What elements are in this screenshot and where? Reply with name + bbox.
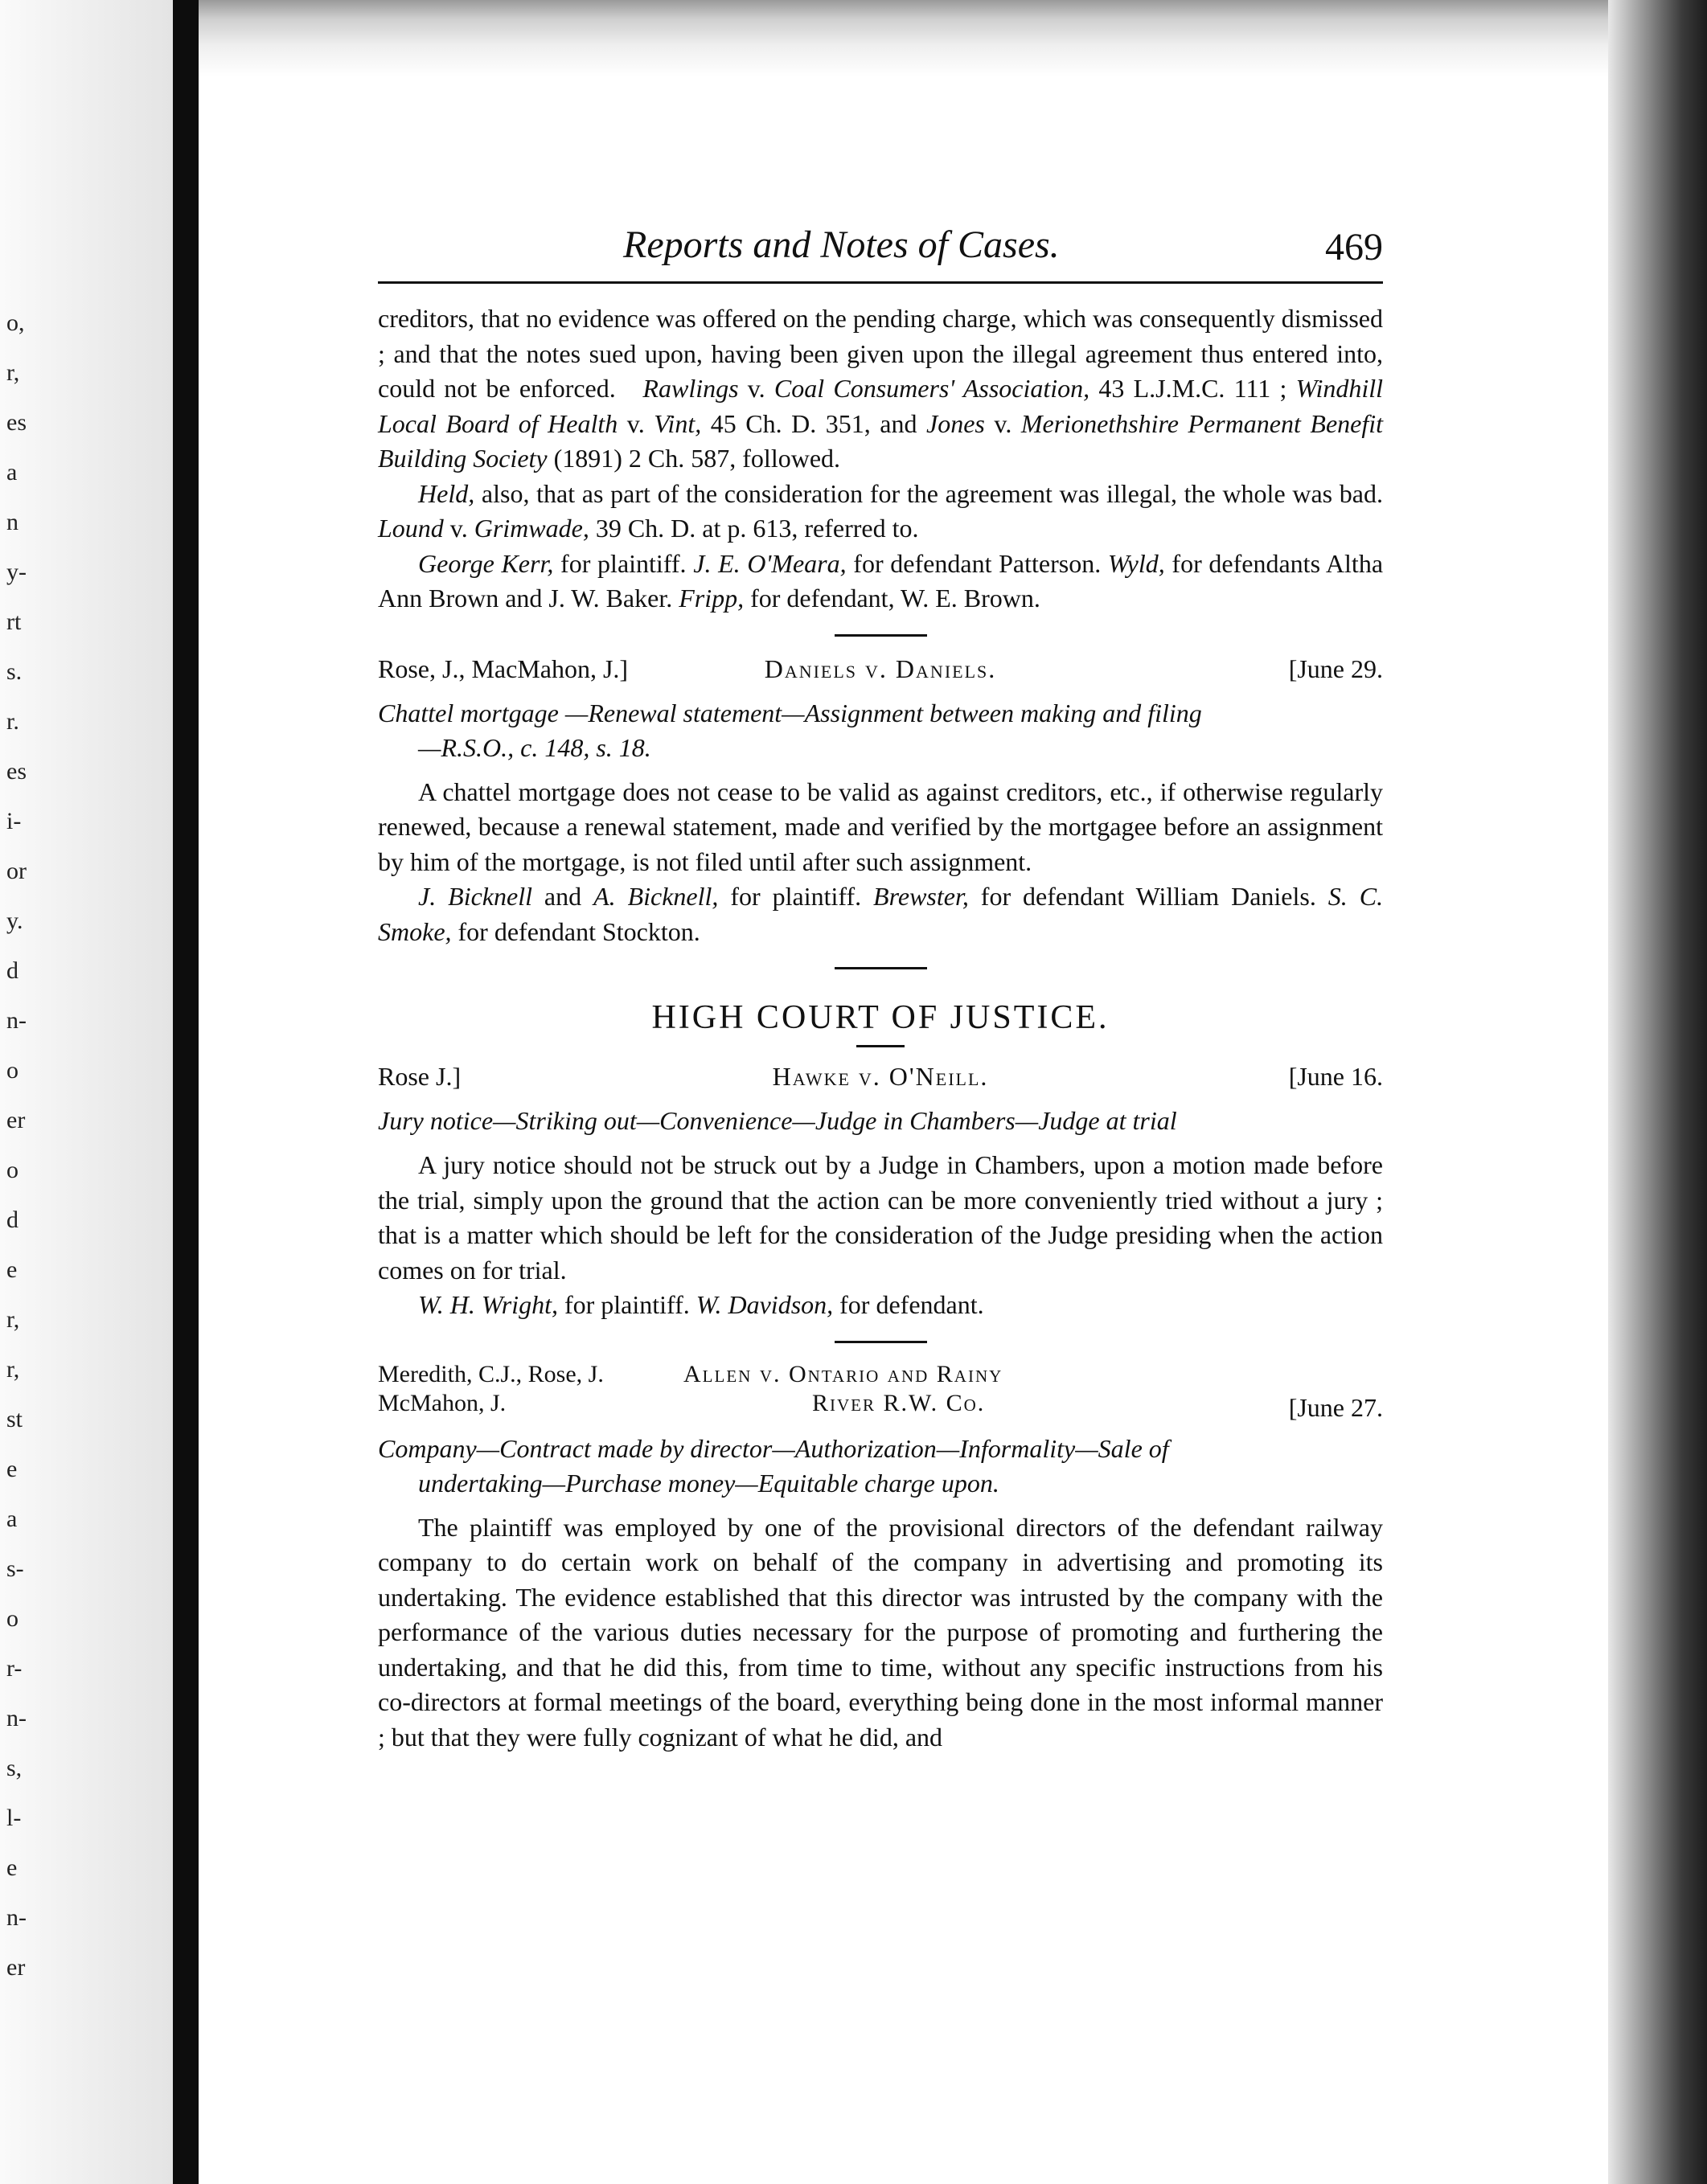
gutter-fragment: l- <box>6 1805 22 1831</box>
binding-shadow <box>173 0 199 2184</box>
case-citation: Grimwade, <box>474 514 589 543</box>
case-citation: Merionethshire Permanent Benefit Building Society <box>378 408 1384 473</box>
catchline-text: undertaking—Purchase money—Equitable charge upon. <box>418 1468 999 1498</box>
gutter-fragment: n <box>6 509 18 535</box>
held-label: Held, <box>418 478 475 508</box>
gutter-fragment: n- <box>6 1904 27 1931</box>
versus: v. <box>738 374 765 403</box>
gutter-fragment: or <box>6 858 27 884</box>
catchline-text: Company—Contract made by director—Authorization—Informality—Sale of <box>378 1433 1169 1463</box>
case-citation: Vint, <box>654 408 702 438</box>
reference: (1891) 2 Ch. 587, followed. <box>547 444 841 473</box>
counsel-name: Wyld, <box>1107 548 1165 578</box>
paragraph-text: creditors, that no evidence was offered on the pending charge, which was consequently dismissed ; and that the notes sued upon, having been given upon the illegal agreement thus entered into, could not be enforced. <box>378 304 1383 403</box>
counsel-name: A. Bicknell, <box>593 882 719 911</box>
versus: v. <box>618 408 654 438</box>
counsel-name: J. E. O'Meara, <box>693 548 847 578</box>
gutter-fragment: es <box>6 758 27 785</box>
case-citation: Rawlings <box>642 374 739 403</box>
counsel-role: for defendant, W. E. Brown. <box>744 584 1040 613</box>
case-title: River R.W. Co. <box>812 1389 986 1416</box>
gutter-fragment: r, <box>6 1356 20 1383</box>
gutter-fragment: r- <box>6 1655 23 1682</box>
counsel-name: W. H. Wright, <box>418 1290 558 1319</box>
scan-top-edge <box>0 0 1707 76</box>
versus: v. <box>443 514 474 543</box>
section-separator <box>835 967 927 969</box>
gutter-fragment: d <box>6 957 18 984</box>
section-separator <box>835 634 927 637</box>
page-header <box>378 205 1383 269</box>
counsel-role: for defendant William Daniels. <box>968 882 1328 911</box>
gutter-fragment: es <box>6 409 27 436</box>
counsel-name: S. C. Smoke, <box>378 882 1384 946</box>
counsel-paragraph <box>378 1288 1383 1323</box>
case-judges: McMahon, J. <box>378 1389 507 1416</box>
versus: v. <box>984 408 1021 438</box>
gutter-fragment: er <box>6 1954 26 1981</box>
gutter-fragment: er <box>6 1107 26 1133</box>
gutter-fragment: o <box>6 1057 18 1084</box>
case-summary: The plaintiff was employed by one of the provisional directors of the defendant railway company to do certain work on behalf of the company in advertising and promoting its undertaking. The evidence established that this director was intrusted by the company with the performance of the various duties necessary for the purpose of promoting and furthering the undertaking, and that he did this, from time to time, without any specific instructions from his co-directors at formal meetings of the board, everything being done in the most informal manner ; but that they were fully cognizant of what he did, and <box>378 1512 1383 1752</box>
counsel-name: W. Davidson, <box>696 1290 834 1319</box>
case-judges: Meredith, C.J., Rose, J. <box>378 1360 604 1387</box>
counsel-role: for plaintiff. <box>557 1290 696 1319</box>
case-judges: Rose, J., MacMahon, J.] <box>378 654 629 683</box>
counsel-name: Fripp, <box>679 584 745 613</box>
section-separator <box>835 1341 927 1343</box>
reference: 43 L.J.M.C. 111 ; <box>1089 374 1296 403</box>
counsel-role: and <box>531 882 594 911</box>
case-date: [June 16. <box>1288 1062 1383 1091</box>
gutter-fragment: a <box>6 459 18 486</box>
case-title: Hawke v. O'Neill. <box>772 1062 989 1091</box>
counsel-role: for defendant Stockton. <box>451 916 700 946</box>
case-citation: Jones <box>926 408 985 438</box>
case-title: Daniels v. Daniels. <box>764 654 997 683</box>
paragraph <box>378 477 1383 547</box>
paragraph <box>378 301 1383 477</box>
counsel-role: for defendant. <box>833 1290 984 1319</box>
case-catchline <box>378 696 1383 765</box>
gutter-fragment: i- <box>6 808 22 834</box>
case-heading <box>378 1062 1383 1100</box>
catchline-text: Chattel mortgage —Renewal statement—Assignment between making and filing <box>378 698 1202 727</box>
gutter-fragment: r, <box>6 359 20 386</box>
gutter-fragment: y- <box>6 559 27 585</box>
gutter-fragment: r. <box>6 708 19 735</box>
case-heading <box>378 654 1383 693</box>
counsel-paragraph <box>378 547 1383 617</box>
case-citation: Coal Consumers' Association, <box>773 374 1090 403</box>
gutter-fragment: d <box>6 1207 18 1233</box>
case-catchline: Jury notice—Striking out—Convenience—Judge in Chambers—Judge at trial <box>378 1106 1177 1135</box>
reference: 45 Ch. D. 351, and <box>701 408 927 438</box>
gutter-fragment: rt <box>6 608 22 635</box>
running-title: Reports and Notes of Cases. <box>623 223 1060 266</box>
counsel-name: J. Bicknell <box>418 882 532 911</box>
gutter-fragment: o, <box>6 309 25 336</box>
gutter-fragment: e <box>6 1456 18 1482</box>
court-heading: HIGH COURT OF JUSTICE. <box>651 999 1110 1036</box>
counsel-role: for defendant Patterson. <box>846 548 1108 578</box>
counsel-role: for plaintiff. <box>553 548 694 578</box>
page-body <box>378 301 1383 1755</box>
gutter-fragment: s, <box>6 1755 23 1781</box>
case-heading <box>378 1361 1383 1428</box>
case-summary: A jury notice should not be struck out by a Judge in Chambers, upon a motion made before the trial, simply upon the ground that the action can be more conveniently tried without a jury ; that is a matter which should be left for the consideration of the Judge presiding when the action comes on for trial. <box>378 1150 1383 1285</box>
counsel-role: for plaintiff. <box>718 882 874 911</box>
facing-page-gutter <box>0 0 173 2184</box>
gutter-fragment: o <box>6 1605 18 1632</box>
counsel-role: for defendants Altha Ann Brown and J. W. Baker. <box>378 548 1384 613</box>
gutter-fragment: n- <box>6 1705 27 1731</box>
paragraph-text: also, that as part of the consideration for the agreement was illegal, the whole was bad. <box>474 478 1383 508</box>
case-citation: Lound <box>378 514 444 543</box>
case-citation: Windhill Local Board of Health <box>378 374 1384 438</box>
gutter-fragment: n- <box>6 1007 27 1034</box>
case-judges: Rose J.] <box>378 1062 462 1091</box>
gutter-fragment: e <box>6 1854 18 1881</box>
case-date: [June 27. <box>1288 1392 1383 1422</box>
gutter-fragment: r, <box>6 1306 20 1333</box>
gutter-fragment: a <box>6 1506 18 1532</box>
reference: 39 Ch. D. at p. 613, referred to. <box>589 514 919 543</box>
header-rule <box>378 281 1383 284</box>
gutter-fragment: y. <box>6 908 23 934</box>
gutter-fragment: o <box>6 1157 18 1183</box>
counsel-name: Brewster, <box>873 882 969 911</box>
gutter-fragment: s- <box>6 1555 24 1582</box>
case-title: Allen v. Ontario and Rainy <box>683 1360 1003 1387</box>
case-date: [June 29. <box>1288 654 1383 683</box>
counsel-paragraph <box>378 879 1383 949</box>
page-number: 469 <box>1325 226 1383 268</box>
gutter-fragment: e <box>6 1256 18 1283</box>
case-catchline <box>378 1432 1383 1501</box>
counsel-name: George Kerr, <box>418 548 554 578</box>
court-rule <box>856 1045 905 1047</box>
gutter-fragment: st <box>6 1406 23 1432</box>
scan-right-edge <box>1608 0 1707 2184</box>
case-summary: A chattel mortgage does not cease to be valid as against creditors, etc., if otherwise regularly renewed, because a renewal statement, made and verified by the mortgagee before an assignment by him of the mortgage, is not filed until after such assignment. <box>378 776 1383 876</box>
gutter-fragment: s. <box>6 658 23 685</box>
catchline-text: —R.S.O., c. 148, s. 18. <box>418 732 651 762</box>
